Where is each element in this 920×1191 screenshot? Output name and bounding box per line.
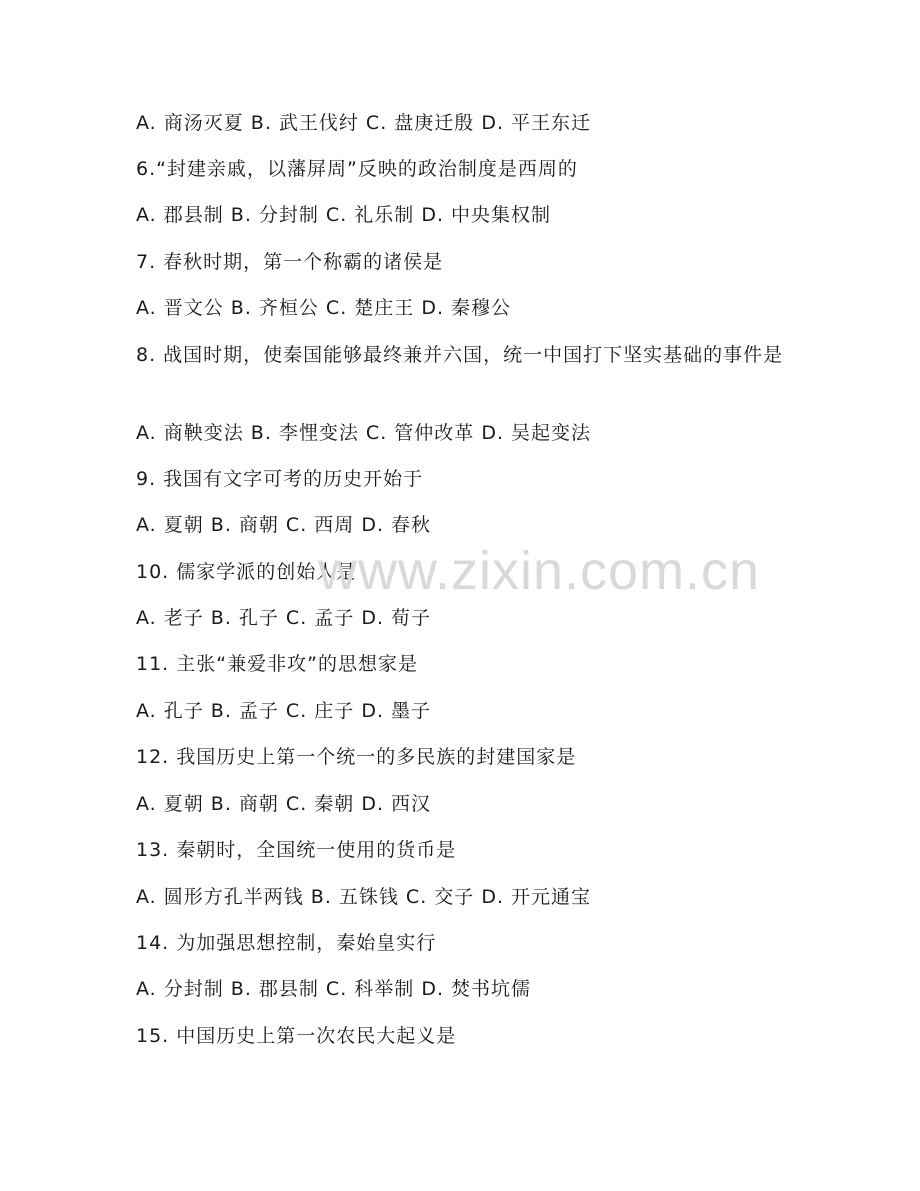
question-10: 10. 儒家学派的创始人是 [136,561,357,583]
options-q13: A. 圆形方孔半两钱 B. 五铢钱 C. 交子 D. 开元通宝 [136,886,592,908]
options-q10: A. 老子 B. 孔子 C. 孟子 D. 荀子 [136,607,432,629]
watermark: www.zixin.com.cn [318,541,761,601]
options-q11: A. 孔子 B. 孟子 C. 庄子 D. 墨子 [136,700,432,722]
question-13: 13. 秦朝时，全国统一使用的货币是 [136,839,457,861]
question-12: 12. 我国历史上第一个统一的多民族的封建国家是 [136,746,577,768]
options-q7: A. 晋文公 B. 齐桓公 C. 楚庄王 D. 秦穆公 [136,297,512,319]
question-8: 8. 战国时期，使秦国能够最终兼并六国，统一中国打下坚实基础的事件是 [136,344,784,366]
options-q6: A. 郡县制 B. 分封制 C. 礼乐制 D. 中央集权制 [136,204,552,226]
options-q5: A. 商汤灭夏 B. 武王伐纣 C. 盘庚迁殷 D. 平王东迁 [136,112,592,134]
options-q8: A. 商鞅变法 B. 李悝变法 C. 管仲改革 D. 吴起变法 [136,422,592,444]
question-9: 9. 我国有文字可考的历史开始于 [136,468,424,490]
question-15: 15. 中国历史上第一次农民大起义是 [136,1025,457,1047]
options-q9: A. 夏朝 B. 商朝 C. 西周 D. 春秋 [136,514,432,536]
question-11: 11. 主张“兼爱非攻”的思想家是 [136,653,418,675]
question-6: 6.“封建亲戚，以藩屏周”反映的政治制度是西周的 [136,158,578,180]
options-q14: A. 分封制 B. 郡县制 C. 科举制 D. 焚书坑儒 [136,978,532,1000]
question-14: 14. 为加强思想控制，秦始皇实行 [136,932,437,954]
question-7: 7. 春秋时期，第一个称霸的诸侯是 [136,251,444,273]
options-q12: A. 夏朝 B. 商朝 C. 秦朝 D. 西汉 [136,793,432,815]
